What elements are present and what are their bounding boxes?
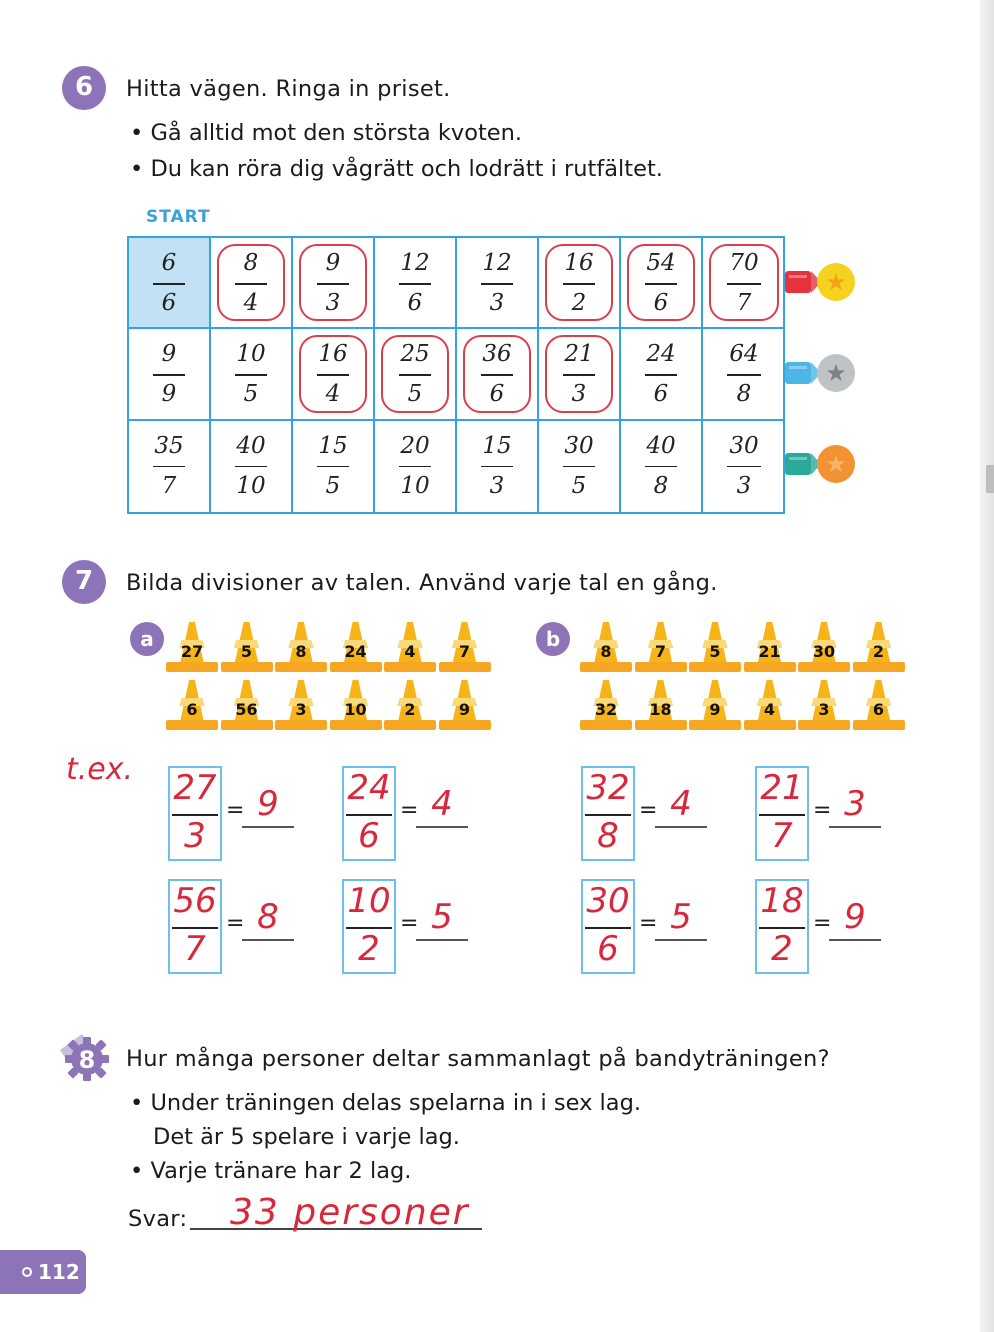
traffic-cone [853,680,905,730]
quotient-result: 9 [844,897,866,937]
traffic-cone [635,622,687,672]
fraction-numerator: 20 [400,432,430,459]
traffic-cone [275,680,327,730]
dividend: 27 [173,768,217,808]
division-box[interactable] [342,879,396,974]
fraction-numerator: 15 [318,432,348,459]
fraction-bar [645,374,677,376]
cone-number: 2 [872,642,885,661]
traffic-cone [221,622,273,672]
fraction-denominator: 8 [653,472,669,499]
fraction-numerator: 35 [154,432,184,459]
dividend: 24 [347,768,391,808]
task-6-title: Hitta vägen. Ringa in priset. [126,76,451,102]
result-line[interactable] [416,826,468,828]
division-box[interactable] [168,879,222,974]
cone-base [384,720,436,730]
grid-cell[interactable] [375,329,457,420]
fraction-denominator: 3 [736,472,752,499]
fraction-bar [235,466,267,468]
cone-base [798,720,850,730]
quotient-result: 5 [670,897,692,937]
cone-number: 6 [872,700,885,719]
fraction-numerator: 40 [646,432,676,459]
grid-cell[interactable] [621,421,703,512]
fraction-bar [153,283,185,285]
equals-sign: = [639,798,658,823]
equals-sign: = [226,798,245,823]
cone-number: 56 [235,700,258,719]
start-label: START [146,207,211,227]
task-6-bullet-2: • Du kan röra dig vågrätt och lodrätt i rutfältet. [130,156,663,182]
cone-number: 27 [180,642,204,661]
traffic-cone [330,680,382,730]
fraction-denominator: 2 [571,290,587,316]
task-8-number: 8 [78,1046,96,1074]
cone-base [275,720,327,730]
cone-base [853,720,905,730]
traffic-cone [689,680,741,730]
grid-cell[interactable] [457,421,539,512]
quotient-result: 5 [431,897,453,937]
svar-answer: 33 personer [230,1192,470,1233]
pencil-pointer [785,269,821,295]
grid-cell[interactable] [703,421,785,512]
equals-sign: = [813,911,832,936]
traffic-cone [635,680,687,730]
cone-base [439,720,491,730]
fraction-bar [645,466,677,468]
divisor: 7 [184,929,206,969]
fraction-bar [317,374,349,376]
cone-number: 32 [594,700,618,719]
division-box[interactable] [581,766,635,861]
cone-number: 21 [758,642,781,661]
result-line[interactable] [242,939,294,941]
fraction-numerator: 10 [236,341,266,368]
gear-icon [60,1032,110,1082]
cone-number: 7 [654,642,667,661]
fraction-numerator: 9 [161,341,177,368]
divisor: 7 [771,816,793,856]
division-box[interactable] [755,879,809,974]
grid-cell[interactable] [703,329,785,420]
grid-cell[interactable] [539,421,621,512]
dividend: 56 [173,881,217,921]
traffic-cone [580,680,632,730]
divisor: 6 [358,816,380,856]
fraction-denominator: 3 [489,290,505,316]
star-icon: ★ [817,354,855,392]
traffic-cone [221,680,273,730]
fraction-denominator: 10 [400,472,430,499]
task-8-bullet-2-text: Varje tränare har 2 lag. [150,1158,412,1184]
cone-base [439,662,491,672]
equals-sign: = [400,911,419,936]
fraction-denominator: 3 [325,290,341,316]
equals-sign: = [813,798,832,823]
grid-cell[interactable] [129,421,211,512]
grid-cell[interactable] [211,238,293,329]
fraction-bar [317,466,349,468]
fraction-numerator: 9 [325,250,341,276]
dividend: 30 [586,881,630,921]
result-line[interactable] [829,826,881,828]
division-box[interactable] [581,879,635,974]
task-6-bullet-2-text: Du kan röra dig vågrätt och lodrätt i rutfältet. [150,156,663,182]
quotient-grid [127,236,785,514]
part-b-badge: b [536,622,570,656]
equals-sign: = [400,798,419,823]
fraction-denominator: 10 [236,472,266,499]
traffic-cone [166,680,218,730]
fraction-numerator: 30 [729,432,759,459]
fraction-numerator: 15 [482,432,512,459]
fraction-numerator: 16 [318,341,348,368]
traffic-cone [384,622,436,672]
traffic-cone [580,622,632,672]
division-box[interactable] [755,766,809,861]
cone-number: 5 [240,642,253,661]
divisor: 2 [358,929,380,969]
traffic-cone [384,680,436,730]
fraction-denominator: 6 [653,290,669,316]
grid-cell[interactable] [621,329,703,420]
grid-cell[interactable] [293,421,375,512]
traffic-cone [689,622,741,672]
fraction-denominator: 5 [407,381,423,408]
cone-base [853,662,905,672]
traffic-cone [330,622,382,672]
cone-base [689,720,741,730]
task-8-bullet-1-line-2: Det är 5 spelare i varje lag. [153,1124,460,1150]
cone-base [798,662,850,672]
cone-base [744,720,796,730]
grid-cell[interactable] [539,329,621,420]
fraction-denominator: 6 [407,290,423,316]
fraction-bar [235,283,267,285]
cone-base [580,662,632,672]
cone-base [275,662,327,672]
cone-base [221,720,273,730]
fraction-numerator: 40 [236,432,266,459]
cone-number: 3 [818,700,830,719]
cone-number: 10 [344,700,367,719]
cone-base [221,662,273,672]
fraction-bar [563,283,595,285]
star-icon: ★ [817,263,855,301]
traffic-cone [439,680,491,730]
quotient-result: 4 [670,784,692,824]
grid-cell[interactable] [293,329,375,420]
cone-base [384,662,436,672]
fraction-numerator: 54 [646,250,676,276]
divisor: 8 [597,816,619,856]
fraction-denominator: 9 [161,381,177,408]
divisor: 6 [597,929,619,969]
grid-cell[interactable] [539,238,621,329]
fraction-denominator: 4 [325,381,341,408]
cone-base [330,720,382,730]
quotient-result: 8 [257,897,279,937]
fraction-bar [727,466,761,468]
result-line[interactable] [655,826,707,828]
svar-label: Svar: [128,1206,188,1232]
dividend: 21 [760,768,804,808]
cone-number: 3 [295,700,307,719]
cone-number: 8 [295,642,307,661]
fraction-bar [399,466,431,468]
fraction-denominator: 6 [489,381,505,408]
fraction-bar [727,374,761,376]
fraction-numerator: 64 [729,341,759,368]
fraction-bar [481,283,513,285]
traffic-cone [853,622,905,672]
fraction-numerator: 36 [482,341,512,368]
grid-cell[interactable] [375,421,457,512]
task-8-bullet-1: • Under träningen delas spelarna in i sex lag. [130,1090,642,1116]
dividend: 32 [586,768,630,808]
quotient-result: 9 [257,784,279,824]
cone-base [635,720,687,730]
fraction-numerator: 12 [482,250,512,276]
result-line[interactable] [655,939,707,941]
page-number-tab [0,1250,86,1294]
fraction-bar [563,466,595,468]
task-6-badge: 6 [62,66,106,110]
dividend: 10 [347,881,391,921]
fraction-numerator: 16 [564,250,594,276]
fraction-numerator: 8 [243,250,259,276]
traffic-cone [798,680,850,730]
part-a-badge: a [130,622,164,656]
fraction-bar [727,283,761,285]
page-edge [980,0,994,1332]
task-6-bullet-1-text: Gå alltid mot den största kvoten. [150,120,523,146]
dividend: 18 [760,881,804,921]
grid-cell[interactable] [211,421,293,512]
grid-cell[interactable] [621,238,703,329]
cone-base [744,662,796,672]
result-line[interactable] [829,939,881,941]
cone-number: 24 [344,642,367,661]
page-number: 112 [38,1260,80,1284]
divisor: 2 [771,929,793,969]
division-box[interactable] [168,766,222,861]
cone-number: 8 [600,642,612,661]
page-edge-tab [986,465,994,493]
star-icon: ★ [817,445,855,483]
divisor: 3 [184,816,206,856]
grid-cell[interactable] [211,329,293,420]
fraction-numerator: 21 [564,341,594,368]
fraction-denominator: 5 [243,381,259,408]
pencil-pointer [785,360,821,386]
task-8-bullet-2: • Varje tränare har 2 lag. [130,1158,412,1184]
fraction-denominator: 3 [571,381,587,408]
grid-cell[interactable] [457,329,539,420]
fraction-bar [563,374,595,376]
grid-cell[interactable] [129,329,211,420]
cone-number: 9 [458,700,471,719]
cone-number: 2 [404,700,416,719]
cone-number: 9 [709,700,721,719]
quotient-result: 3 [844,784,866,824]
example-label: t.ex. [66,752,134,787]
traffic-cone [439,622,491,672]
traffic-cone [275,622,327,672]
cone-number: 4 [404,642,416,661]
fraction-bar [481,466,513,468]
task-7-badge: 7 [62,560,106,604]
fraction-denominator: 6 [161,290,177,316]
grid-cell[interactable] [375,238,457,329]
quotient-result: 4 [431,784,453,824]
cone-number: 5 [709,642,721,661]
cone-base [166,720,218,730]
fraction-numerator: 6 [161,250,177,276]
fraction-bar [399,374,431,376]
cone-number: 4 [763,700,776,719]
fraction-bar [235,374,267,376]
division-box[interactable] [342,766,396,861]
cone-base [689,662,741,672]
cone-base [166,662,218,672]
equals-sign: = [639,911,658,936]
traffic-cone [798,622,850,672]
page-dot-icon [22,1267,32,1277]
fraction-bar [399,283,431,285]
fraction-bar [645,283,677,285]
cone-number: 7 [458,642,471,661]
grid-cell[interactable] [457,238,539,329]
fraction-bar [317,283,349,285]
traffic-cone [744,622,796,672]
grid-cell[interactable] [703,238,785,329]
result-line[interactable] [242,826,294,828]
result-line[interactable] [416,939,468,941]
task-6-bullet-1: • Gå alltid mot den största kvoten. [130,120,523,146]
task-7-title: Bilda divisioner av talen. Använd varje tal en gång. [126,570,718,596]
traffic-cone [166,622,218,672]
grid-cell[interactable] [129,238,211,329]
fraction-denominator: 4 [243,290,259,316]
cone-base [635,662,687,672]
cone-base [330,662,382,672]
fraction-numerator: 70 [729,250,759,276]
fraction-numerator: 24 [646,341,676,368]
traffic-cone [744,680,796,730]
task-8-title: Hur många personer deltar sammanlagt på bandyträningen? [126,1046,830,1072]
pencil-pointer [785,451,821,477]
fraction-denominator: 6 [653,381,669,408]
fraction-denominator: 5 [571,472,587,499]
cone-number: 30 [812,642,836,661]
cone-number: 18 [649,700,672,719]
fraction-denominator: 3 [489,472,505,499]
equals-sign: = [226,911,245,936]
fraction-numerator: 25 [400,341,430,368]
fraction-denominator: 8 [736,381,752,408]
fraction-denominator: 7 [161,472,177,499]
fraction-numerator: 30 [564,432,594,459]
fraction-bar [153,466,185,468]
fraction-bar [153,374,185,376]
task-8-bullet-1-line-1: Under träningen delas spelarna in i sex lag. [150,1090,642,1116]
fraction-denominator: 5 [325,472,341,499]
fraction-denominator: 7 [736,290,752,316]
fraction-bar [481,374,513,376]
grid-cell[interactable] [293,238,375,329]
fraction-numerator: 12 [400,250,430,276]
cone-base [580,720,632,730]
cone-number: 6 [186,700,198,719]
